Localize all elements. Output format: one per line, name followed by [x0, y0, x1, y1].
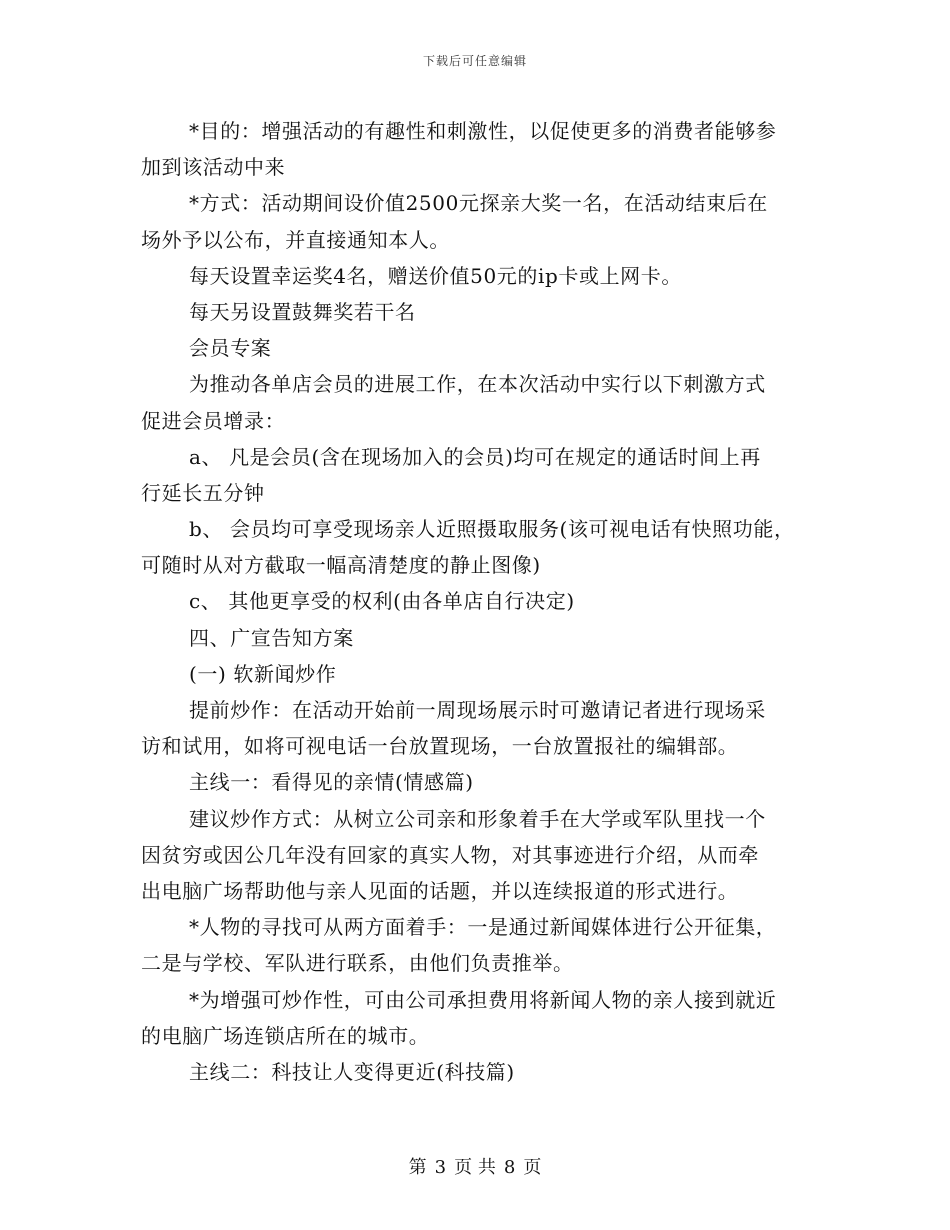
body-text-line: *人物的寻找可从两方面着手：一是通过新闻媒体进行公开征集，: [189, 915, 777, 940]
page-label-pre: 第: [408, 1157, 427, 1178]
page-footer: [0, 1153, 950, 1179]
body-text-line: 行延长五分钟: [141, 480, 265, 505]
body-text-line: (一) 软新闻炒作: [189, 661, 337, 686]
body-text-line: 建议炒作方式：从树立公司亲和形象着手在大学或军队里找一个: [189, 806, 766, 831]
page-current-number: 3: [434, 1157, 447, 1178]
body-text-line: 访和试用，如将可视电话一台放置现场，一台放置报社的编辑部。: [141, 734, 739, 759]
body-text-line: 每天另设置鼓舞奖若干名: [189, 299, 416, 324]
body-text-line: *目的：增强活动的有趣性和刺激性，以促使更多的消费者能够参: [189, 119, 777, 143]
page-header-note: 下载后可任意编辑: [422, 54, 527, 68]
body-text-line: 出电脑广场帮助他与亲人见面的话题，并以连续报道的形式进行。: [141, 878, 739, 903]
body-text-line: 四、广宣告知方案: [189, 625, 354, 650]
body-text-line: 促进会员增录：: [141, 408, 286, 433]
page-label-post: 页: [523, 1157, 542, 1178]
body-text-line: 提前炒作：在活动开始前一周现场展示时可邀请记者进行现场采: [189, 698, 766, 722]
body-text-line: 每天设置幸运奖4名，赠送价值50元的ip卡或上网卡。: [189, 263, 682, 288]
body-text-line: 二是与学校、军队进行联系，由他们负责推举。: [141, 951, 574, 976]
body-text-line: c、 其他更享受的权利(由各单店自行决定): [189, 589, 575, 614]
body-text-line: a、 凡是会员(含在现场加入的会员)均可在规定的通话时间上再: [189, 444, 761, 469]
body-text-line: 为推动各单店会员的进展工作，在本次活动中实行以下刺激方式: [189, 372, 766, 397]
body-text-line: 加到该活动中来: [141, 155, 286, 180]
body-text-line: *为增强可炒作性，可由公司承担费用将新闻人物的亲人接到就近: [189, 987, 777, 1012]
body-text-line: 场外予以公布，并直接通知本人。: [141, 227, 450, 252]
body-text-line: 主线二：科技让人变得更近(科技篇): [189, 1059, 515, 1084]
page-total-number: 8: [503, 1157, 516, 1178]
body-text-line: 会员专案: [189, 336, 272, 361]
body-text-line: 的电脑广场连锁店所在的城市。: [141, 1023, 430, 1048]
body-text-line: 可随时从对方截取一幅高清楚度的静止图像): [141, 553, 541, 578]
body-text-line: *方式：活动期间设价值2500元探亲大奖一名，在活动结束后在: [189, 191, 768, 216]
page-label-mid: 页 共: [454, 1157, 496, 1178]
body-text-line: b、 会员均可享受现场亲人近照摄取服务(该可视电话有快照功能，: [189, 517, 795, 542]
body-text-line: 因贫穷或因公几年没有回家的真实人物，对其事迹进行介绍，从而牵: [141, 842, 759, 867]
document-body: [141, 113, 821, 1090]
body-text-line: 主线一：看得见的亲情(情感篇): [189, 770, 474, 795]
